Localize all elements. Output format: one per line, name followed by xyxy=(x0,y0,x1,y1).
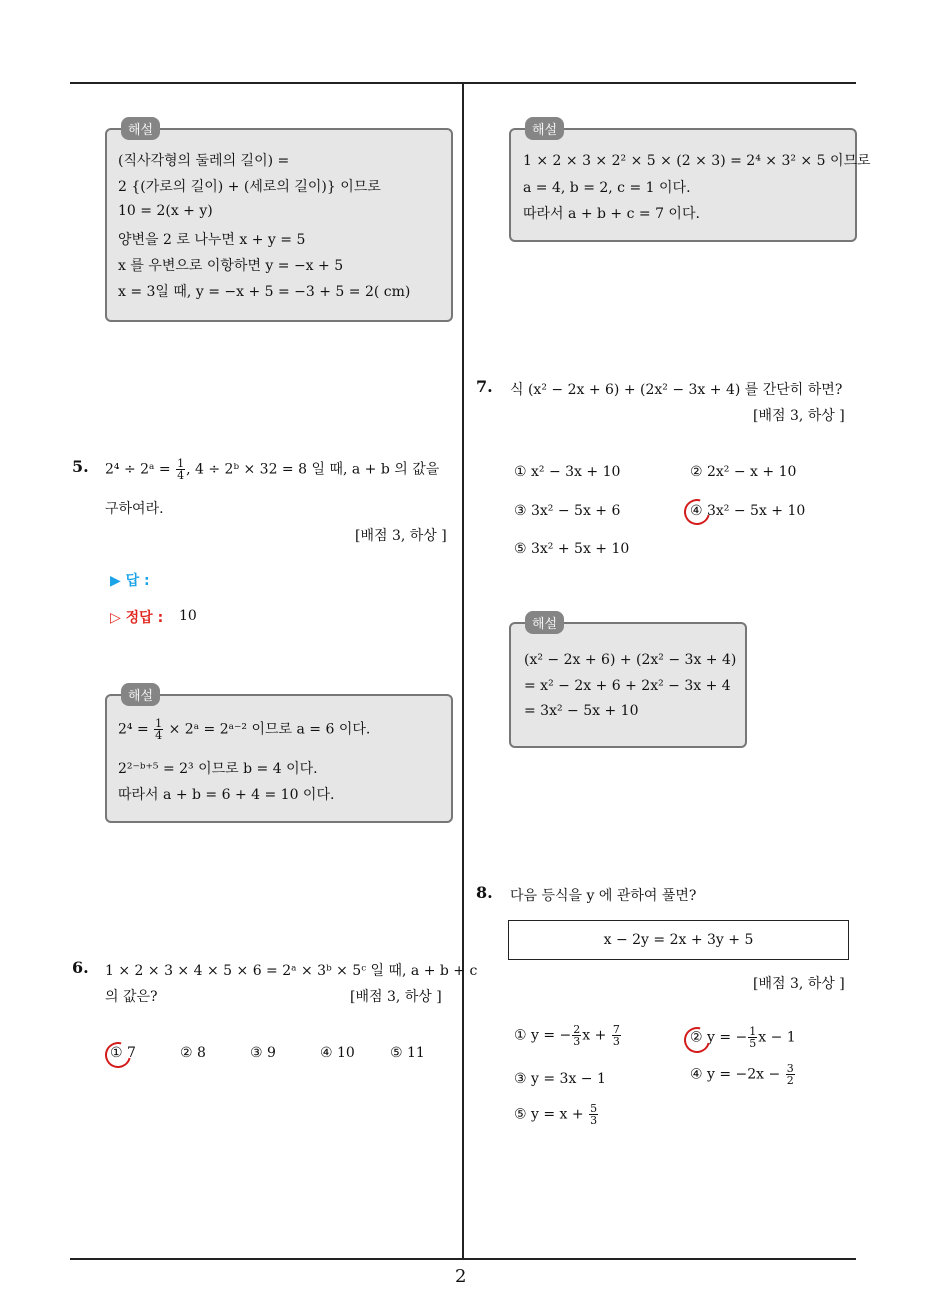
equation-box xyxy=(508,920,849,960)
explanation-line: 2²⁻ᵇ⁺⁵ = 2³ 이므로 b = 4 이다. xyxy=(118,761,318,777)
explanation-line: (직사각형의 둘레의 길이) = xyxy=(118,153,290,169)
question-6-score: [배점 3, 하상 ] xyxy=(350,989,442,1005)
fraction: $\frac{5}{3}$ xyxy=(590,1102,598,1127)
equation: x − 2y = 2x + 3y + 5 xyxy=(603,932,754,948)
fraction: $\frac{1}{4}$ xyxy=(177,457,185,482)
option-4[interactable]: ④ y = −2x − $\frac{3}{2}$ xyxy=(690,1062,794,1087)
explanation-box-q5 xyxy=(105,689,453,823)
explanation-box-q7 xyxy=(509,617,747,748)
explanation-line: 2⁴ = $\frac{1}{4}$ × 2ᵃ = 2ᵃ⁻² 이므로 a = 6 이다. xyxy=(118,717,371,742)
correct-answer-value: 10 xyxy=(179,608,197,624)
option-2[interactable]: ② 2x² − x + 10 xyxy=(690,464,797,480)
explanation-line: 따라서 a + b + c = 7 이다. xyxy=(523,206,700,222)
question-number-8: 8. xyxy=(476,883,493,902)
question-8-text: 다음 등식을 y 에 관하여 풀면? xyxy=(510,888,697,904)
question-7-text: 식 (x² − 2x + 6) + (2x² − 3x + 4) 를 간단히 하면? xyxy=(510,382,843,398)
explanation-box-q4 xyxy=(105,123,453,322)
answer-mark-icon xyxy=(679,494,715,530)
option-5[interactable]: ⑤ 11 xyxy=(390,1045,425,1061)
fraction: $\frac{2}{3}$ xyxy=(573,1023,581,1048)
explanation-tag: 해설 xyxy=(121,683,160,706)
fraction: $\frac{1}{5}$ xyxy=(749,1025,757,1050)
option-2[interactable]: ② y = − $\frac{1}{5}$ x − 1 xyxy=(690,1025,796,1050)
explanation-line: 양변을 2 로 나누면 x + y = 5 xyxy=(118,232,306,248)
option-1[interactable]: ① y = − $\frac{2}{3}$ x + $\frac{7}{3}$ xyxy=(514,1023,620,1048)
answer-label: ▶ 답 : xyxy=(110,573,150,589)
question-number-6: 6. xyxy=(72,958,89,977)
explanation-box-q6 xyxy=(509,123,871,242)
question-8-score: [배점 3, 하상 ] xyxy=(753,976,845,992)
explanation-tag: 해설 xyxy=(525,117,564,140)
option-4[interactable]: ④ 10 xyxy=(320,1045,355,1061)
fraction: $\frac{7}{3}$ xyxy=(612,1023,620,1048)
question-number-7: 7. xyxy=(476,377,493,396)
explanation-line: 1 × 2 × 3 × 2² × 5 × (2 × 3) = 2⁴ × 3² × 5 이므로 xyxy=(523,153,871,169)
question-number-5: 5. xyxy=(72,457,89,476)
explanation-line: (x² − 2x + 6) + (2x² − 3x + 4) xyxy=(524,652,737,668)
explanation-line: a = 4, b = 2, c = 1 이다. xyxy=(523,180,691,196)
explanation-line: 2 {(가로의 길이) + (세로의 길이)} 이므로 xyxy=(118,179,381,195)
correct-answer-label: ▷ 정답 : xyxy=(110,610,164,626)
fraction: $\frac{3}{2}$ xyxy=(786,1062,794,1087)
option-3[interactable]: ③ 3x² − 5x + 6 xyxy=(514,503,621,519)
option-4[interactable]: ④ 3x² − 5x + 10 xyxy=(690,503,806,519)
option-3[interactable]: ③ y = 3x − 1 xyxy=(514,1071,606,1087)
answer-mark-icon xyxy=(100,1037,136,1073)
explanation-line: = x² − 2x + 6 + 2x² − 3x + 4 xyxy=(524,678,731,694)
question-6-text: 1 × 2 × 3 × 4 × 5 × 6 = 2ᵃ × 3ᵇ × 5ᶜ 일 때, a + b + c xyxy=(105,963,478,979)
question-5-text: 2⁴ ÷ 2ᵃ = $\frac{1}{4}$ , 4 ÷ 2ᵇ × 32 = 8 일 때, a + b 의 값을 xyxy=(105,457,440,482)
explanation-line: 따라서 a + b = 6 + 4 = 10 이다. xyxy=(118,787,335,803)
explanation-line: x = 3일 때, y = −x + 5 = −3 + 5 = 2( cm) xyxy=(118,284,411,300)
explanation-tag: 해설 xyxy=(525,611,564,634)
explanation-tag: 해설 xyxy=(121,117,160,140)
page-number: 2 xyxy=(455,1266,467,1287)
question-5-text-cont: 구하여라. xyxy=(105,501,164,517)
explanation-line: 10 = 2(x + y) xyxy=(118,203,213,219)
option-1[interactable]: ① 7 xyxy=(110,1045,136,1061)
option-3[interactable]: ③ 9 xyxy=(250,1045,276,1061)
option-5[interactable]: ⑤ y = x + $\frac{5}{3}$ xyxy=(514,1102,598,1127)
option-1[interactable]: ① x² − 3x + 10 xyxy=(514,464,621,480)
question-5-score: [배점 3, 하상 ] xyxy=(355,528,447,544)
option-2[interactable]: ② 8 xyxy=(180,1045,206,1061)
explanation-line: = 3x² − 5x + 10 xyxy=(524,703,639,719)
question-7-score: [배점 3, 하상 ] xyxy=(753,408,845,424)
option-5[interactable]: ⑤ 3x² + 5x + 10 xyxy=(514,541,630,557)
column-divider xyxy=(462,82,464,1259)
explanation-line: x 를 우변으로 이항하면 y = −x + 5 xyxy=(118,258,344,274)
question-6-text-cont: 의 값은? xyxy=(105,989,158,1005)
fraction: $\frac{1}{4}$ xyxy=(155,717,163,742)
